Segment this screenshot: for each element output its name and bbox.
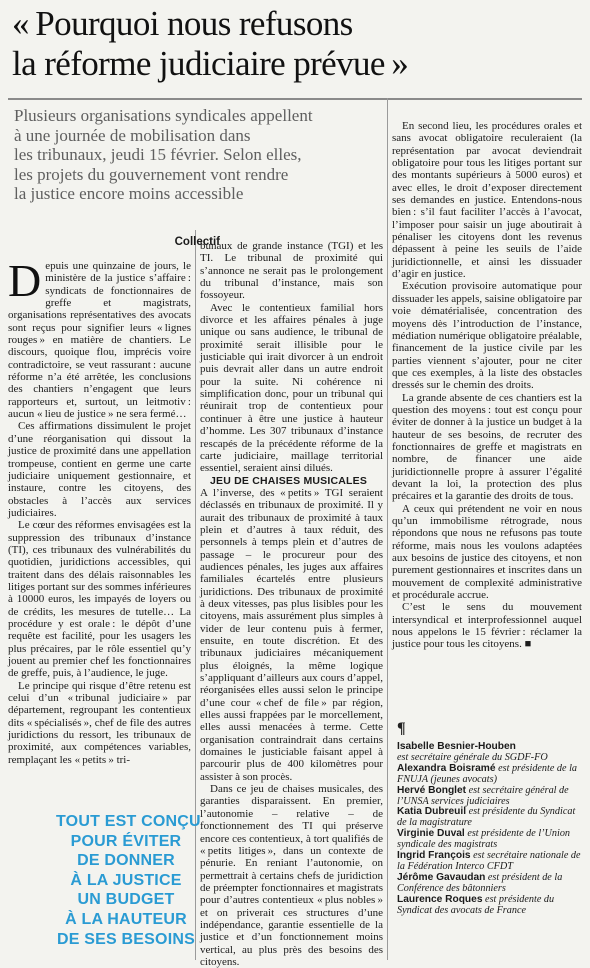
deck-line: à une journée de mobilisation dans [14, 125, 251, 145]
signatory-role: est secrétaire général de l’UNSA services judiciaires [397, 784, 569, 807]
deck-line: la justice encore moins accessible [14, 184, 244, 204]
subheading: JEU DE CHAISES MUSICALES [210, 474, 368, 487]
signatory-name: Ingrid François [397, 850, 471, 862]
byline: Collectif [174, 236, 220, 248]
paragraph: bunaux de grande instance (TGI) et les TI. Le tribunal de proximité qui s’annonce ne serait pas le prolongement du tribunal d’instance, mais son fossoyeur. [200, 240, 383, 302]
signatory-role: est président de la Conférence des bâtonniers [397, 871, 563, 894]
paragraph: A l’inverse, des « petits » TGI seraient déclassés en tribunaux de proximité. Il y aurait des tribunaux de proximité à taux plein et d’autres à taux réduit, des personnels à temps plein et d’autres de passage – le procureur pour des audiences pénales, les juges aux affaires familiales écartelés entre plusieurs juridictions. Des tribunaux de proximité à deux vitesses, pas plus lisibles pour les citoyens, mais assurément plus simples à vider de leur contenu puis à fermer, ensuite, en toute discrétion. Et des tribunaux judiciaires mécaniquement plus éloignés, la même logique s’appliquant d’ailleurs aux cours d’appel, réorganisées elles aussi selon le principe d’une cour « chef de file » par région, elles aussi frappées par le morcellement, elles aussi menacées à terme. Cette organisation contraindrait dans certains domaines le justiciable faisant appel à parcourir plus de 400 kilomètres pour assister à son procès. [200, 486, 383, 783]
signatory-name: Isabelle Besnier-Houben [397, 741, 516, 752]
paragraph: A ceux qui prétendent ne voir en nous qu’un immobilisme rétrograde, nous répondons que nous ne refusons pas toute réforme, mais nous les voulons adaptées aux besoins de justice des citoyens, et non purement gestionnaires et inscrites dans un mouvement de complexité administrative et procédurale accrue. [392, 502, 582, 602]
paragraph: En second lieu, les procédures orales et sans avocat obligatoire reculeraient (la représentation par avocat deviendrait obligatoire pour tous les litiges portant sur des montants supérieurs à 5000 euros) et avec elles, le droit d’exposer directement ses demandes en justice. Entendons-nous bien : s’il faut faciliter l’accès à l’avocat, l’imposer pour saisir un juge aboutirait à pénaliser les citoyens dont les revenus dépassent à peine les seuils de l’aide juridictionnelle, et ainsi les dissuader d’agir en justice. [392, 120, 582, 281]
paragraph: La grande absente de ces chantiers est la question des moyens : tout est conçu pour éviter de donner à la justice un budget à la hauteur de ses besoins, de recruter des fonctionnaires de greffe et magistrats en nombre, de financer une aide juridictionnelle propre à assurer l’égalité devant la loi, la protection des plus précaires et la garantie des droits de tous. [392, 391, 582, 503]
pull-quote-line: TOUT EST CONÇU [56, 813, 201, 830]
paragraph: Le principe qui risque d’être retenu est celui d’un « tribunal judiciaire » par département, regroupant les contentieux dits « spécialisés », chef de file des autres juridictions du ressort, les tribunaux de proximité, aux compétences variables, remplaçant les « petits » tri- [8, 679, 191, 766]
signatory-name: Alexandra Boisramé [397, 762, 496, 774]
headline-line: « Pourquoi nous refusons [12, 4, 353, 43]
column-2 [200, 240, 383, 968]
signatory [397, 786, 587, 808]
dropcap: D [8, 255, 42, 306]
signatory [397, 895, 587, 917]
signatory [397, 807, 587, 829]
pull-quote [56, 812, 201, 949]
paragraph: C’est le sens du mouvement intersyndical et interprofessionnel auquel nous appelons le 15 février : réclamer la justice pour tous les citoyens. ■ [392, 601, 582, 651]
headline-line: la réforme judiciaire prévue » [12, 44, 409, 83]
signatory-name: Jérôme Gavaudan [397, 871, 486, 883]
signatory-role: est secrétaire générale du SGDF-FO [397, 751, 548, 763]
deck-line: les tribunaux, jeudi 15 février. Selon elles, [14, 145, 302, 165]
paragraph [8, 255, 191, 421]
pull-quote-line: POUR ÉVITER [70, 832, 182, 850]
deck [14, 106, 369, 204]
signatory [397, 742, 587, 764]
pull-quote-line: DE SES BESOINS [57, 930, 195, 948]
pull-quote-line: À LA JUSTICE [70, 871, 182, 889]
signatory-role: est secrétaire nationale de la Fédération Interco CFDT [397, 850, 581, 872]
signatory-name: Katia Dubreuil [397, 806, 467, 818]
signatory [397, 873, 587, 895]
paragraph: Le cœur des réformes envisagées est la suppression des tribunaux d’instance (TI), ces tribunaux des vulnérabilités du quotidien, juridictions accessibles, qui traitent dans des délais raisonnables les litiges portant sur des sommes inférieures à 10000 euros, les impayés de loyers ou de crédits, les mesures de tutelle… La procédure y est orale : le dépôt d’une requête est facilité, pour les usagers les plus précaires, par le rôle essentiel qu’y jouent au premier chef les fonctionnaires de greffe, puis, à l’audience, le juge. [8, 519, 191, 680]
signatory [397, 829, 587, 851]
paragraph-text: epuis une quinzaine de jours, le ministère de la justice s’affaire : syndicats de fonctionnaires de greffe et magistrats, organisations représentatives des avocats sont reçus pour signifier leurs « lignes rouges » en matière de chantiers. Le discours, quoique flou, imprécis voire contradictoire, se veut rassurant : aucune réforme n’a été arrêtée, les conclusions des chantiers n’engagent que leurs rapporteurs et, surtout, un leitmotiv : aucun « lieu de justice » ne sera fermé… [8, 260, 191, 421]
paragraph: Ces affirmations dissimulent le projet d’une réorganisation qui dissout la justice de proximité dans une appellation trompeuse, contient en germe une carte judiciaire uniquement gestionnaire, et instaure, contre les citoyens, des obstacles à l’accès aux services judiciaires. [8, 420, 191, 519]
pull-quote-line: À LA HAUTEUR [65, 910, 187, 928]
pilcrow-icon: ¶ [397, 720, 406, 737]
paragraph: Exécution provisoire automatique pour dissuader les appels, saisine obligatoire par voie dématérialisée, concentration des moyens dès l’introduction de l’instance, médiation numérique obligatoire préalable, financement de la justice civile par les parties viennent s’ajouter, pour ne citer que ces exemples, à la liste des obstacles dressés sur le chemin des droits. [392, 280, 583, 392]
deck-line: Plusieurs organisations syndicales appellent [14, 106, 313, 125]
column-1 [8, 255, 191, 796]
signatory-role: est présidente du Syndicat de la magistrature [397, 806, 576, 829]
signatory-role: est présidente de l’Union syndicale des magistrats [397, 828, 571, 851]
signatories [397, 742, 587, 917]
pull-quote-line: UN BUDGET [77, 891, 175, 909]
signatory [397, 764, 587, 786]
signatory-role: est présidente de la FNUJA (jeunes avocats) [397, 762, 578, 785]
pull-quote-line: DE DONNER [77, 852, 175, 870]
paragraph: Avec le contentieux familial hors divorce et les affaires pénales à juge unique ou sans audience, le tribunal de proximité serait illisible pour le justiciable qui irait divorcer à un endroit puis devrait aller dans un autre endroit pour la suite. Ni cohérence ni simplification donc, pour un tribunal qui réunirait trop de contentieux pour continuer à être une justice à hauteur d’homme. Les 307 tribunaux d’instance rescapés de la précédente réforme de la carte judiciaire, maillage territorial essentiel, seraient ainsi dilués. [200, 301, 383, 475]
headline-divider [8, 98, 582, 100]
deck-line: les projets du gouvernement vont rendre [14, 164, 289, 184]
signatory-name: Hervé Bonglet [397, 784, 467, 796]
paragraph: Dans ce jeu de chaises musicales, des garanties disparaissent. En premier, l’autonomie – relative – de fonctionnement des TI qui préserve encore ces contentieux, à tort qualifiés de « petits litiges », dans un contexte de pénurie. En reniant l’autonomie, on permettrait à certains chefs de juridiction de préempter fonctionnaires et magistrats pour d’autres contentieux « plus nobles » et on priverait ces structures d’une indépendance, garantie essentielle de la justice et d’un fonctionnement moins vertical, au plus près des besoins des citoyens. [200, 783, 383, 968]
signatory-name: Virginie Duval [397, 828, 465, 840]
headline [12, 4, 582, 84]
signatory-name: Laurence Roques [397, 893, 483, 905]
signatory-role: est présidente du Syndicat des avocats de France [397, 893, 555, 916]
column-3 [392, 120, 582, 680]
signatory [397, 851, 587, 873]
column-divider [387, 98, 388, 960]
